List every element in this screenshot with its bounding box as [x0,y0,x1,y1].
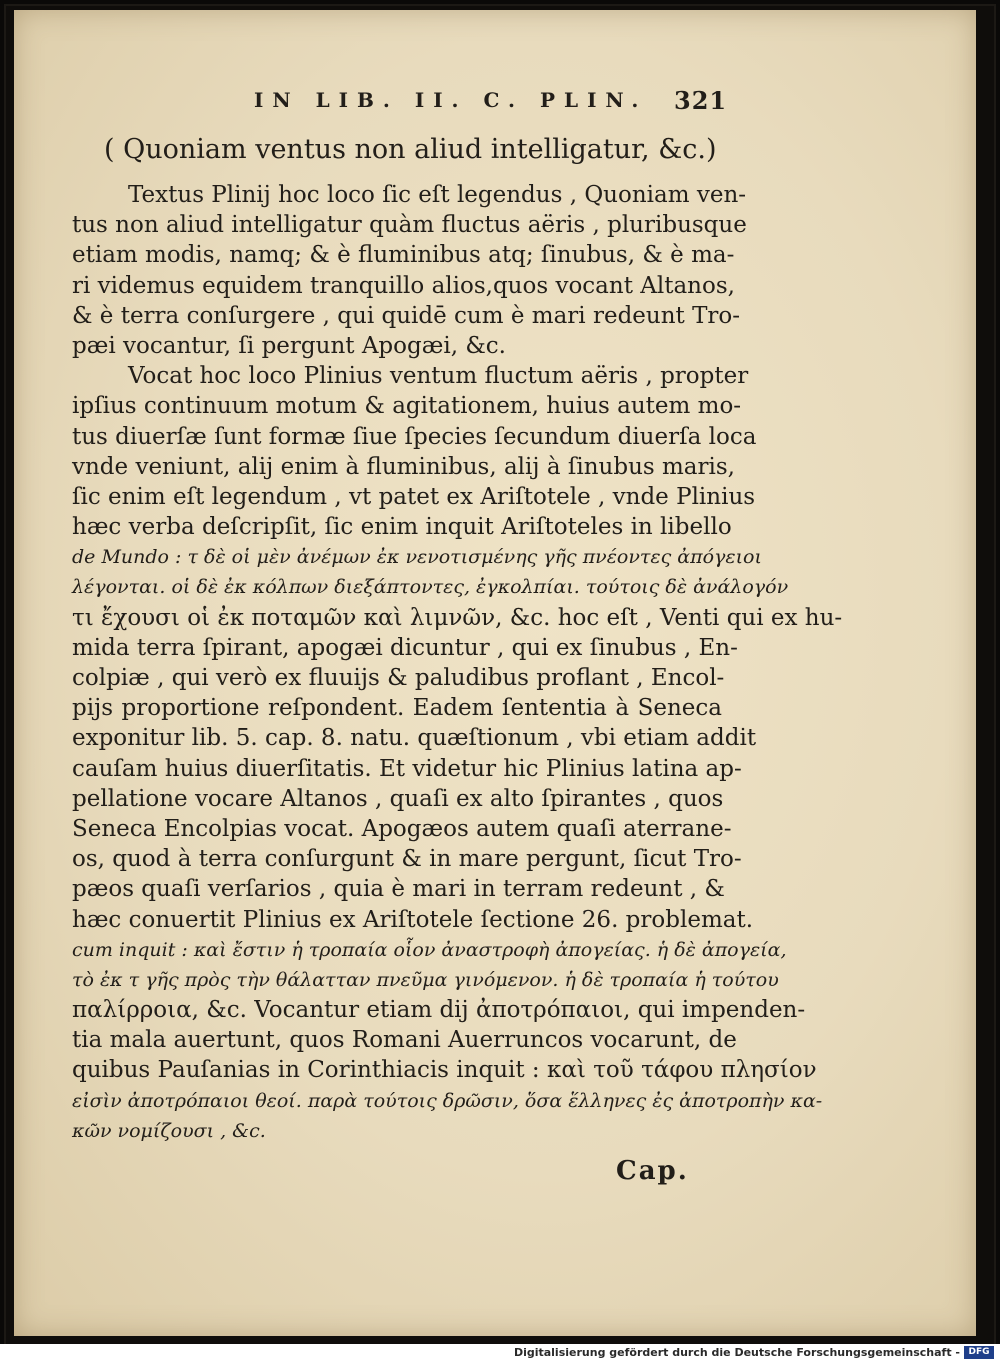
greek-text-line: cum inquit : καὶ ἔστιν ἡ τροπαία οἷον ἀναστροφὴ ἀπογείας. ἡ δὲ ἀπογεία, [72,938,787,961]
text-line: tus non aliud intelligatur quàm fluctus aëris , pluribusque [72,212,747,239]
text-line: pijs proportione reſpondent. Eadem ſententia à Seneca [72,695,722,722]
text-line: hæc conuertit Plinius ex Ariſtotele ſectione 26. problemat. [72,906,754,933]
text-line: pæi vocantur, ſi pergunt Apogæi, &c. [72,332,506,359]
text-line: Textus Plinij hoc loco ſic eſt legendus , Quoniam ven- [128,182,747,208]
text-line: παλίρροια, &c. Vocantur etiam dij ἀποτρόπαιοι, qui impenden- [72,997,806,1024]
text-line: pellatione vocare Altanos , quaſi ex alto ſpirantes , quos [72,785,724,812]
text-line: quibus Pauſanias in Corinthiacis inquit : καὶ τοῦ τάφου πλησίον [72,1057,817,1084]
greek-text-line: de Mundo : τ δὲ οἱ μὲν ἀνέμων ἐκ νενοτισμένης γῆς πνέοντες ἀπόγειοι [72,546,762,569]
text-line: Vocat hoc loco Plinius ventum fluctum aëris , propter [128,363,749,390]
text-line: ipſius continuum motum & agitationem, huius autem mo- [72,393,742,420]
text-line: & è terra conſurgere , qui quidē cum è mari redeunt Tro- [72,302,741,329]
text-line: tia mala auertunt, quos Romani Auerruncos vocarunt, de [72,1027,737,1054]
text-line: Seneca Encolpias vocat. Apogæos autem quaſi aterrane- [72,815,732,842]
running-title: IN LIB. II. C. PLIN. [254,88,648,112]
text-line: colpiæ , qui verò ex fluuijs & paludibus proflant , Encol- [72,665,725,691]
text-line: hæc verba deſcripſit, ſic enim inquit Ariſtoteles in libello [72,514,732,541]
body-text [72,180,843,1146]
greek-text-line: λέγονται. οἱ δὲ ἐκ κόλπων διεξάπτοντες, ἐγκολπίαι. τούτοις δὲ ἀνάλογόν [72,576,789,599]
text-line: tus diuerſæ ſunt formæ ſiue ſpecies ſecundum diuerſa loca [72,423,757,450]
text-line: pæos quaſi verſarios , quia è mari in terram redeunt , & [72,876,725,903]
greek-text-line: κῶν νομίζουσι , &c. [72,1119,266,1142]
text-line: os, quod à terra conſurgunt & in mare pergunt, ſicut Tro- [72,846,742,873]
text-line: mida terra ſpirant, apogæi dicuntur , qui ex ſinubus , En- [72,634,738,661]
funding-credit: Digitalisierung gefördert durch die Deutsche Forschungsgemeinschaft - [513,1346,960,1359]
catchword: Cap. [616,1156,689,1186]
text-line: τι ἔχουσι οἱ ἐκ ποταμῶν καὶ λιμνῶν, &c. hoc eſt , Venti qui ex hu- [72,604,843,631]
text-line: etiam modis, namq; & è fluminibus atq; ſinubus, & è ma- [72,242,735,269]
text-line: vnde veniunt, alij enim à fluminibus, alij à ſinubus maris, [72,453,735,480]
text-line: ſic enim eſt legendum , vt patet ex Ariſtotele , vnde Plinius [72,483,756,510]
digitization-footer [0,1344,1000,1362]
section-heading: ( Quoniam ventus non aliud intelligatur, &c.) [104,134,717,165]
page-number: 321 [674,86,728,115]
book-page [14,10,976,1336]
text-line: ri videmus equidem tranquillo alios,quos vocant Altanos, [72,272,735,299]
running-head [14,88,976,122]
dfg-logo-icon: DFG [964,1346,994,1359]
greek-text-line: τὸ ἐκ τ γῆς πρὸς τὴν θάλατταν πνεῦμα γινόμενον. ἡ δὲ τροπαία ἡ τούτου [72,968,779,991]
text-line: exponitur lib. 5. cap. 8. natu. quæſtionum , vbi etiam addit [72,725,757,752]
greek-text-line: εἰσὶν ἀποτρόπαιοι θεοί. παρὰ τούτοις δρῶσιν, ὅσα ἕλληνες ἐς ἀποτροπὴν κα- [72,1089,823,1112]
text-line: cauſam huius diuerſitatis. Et videtur hic Plinius latina ap- [72,755,742,782]
